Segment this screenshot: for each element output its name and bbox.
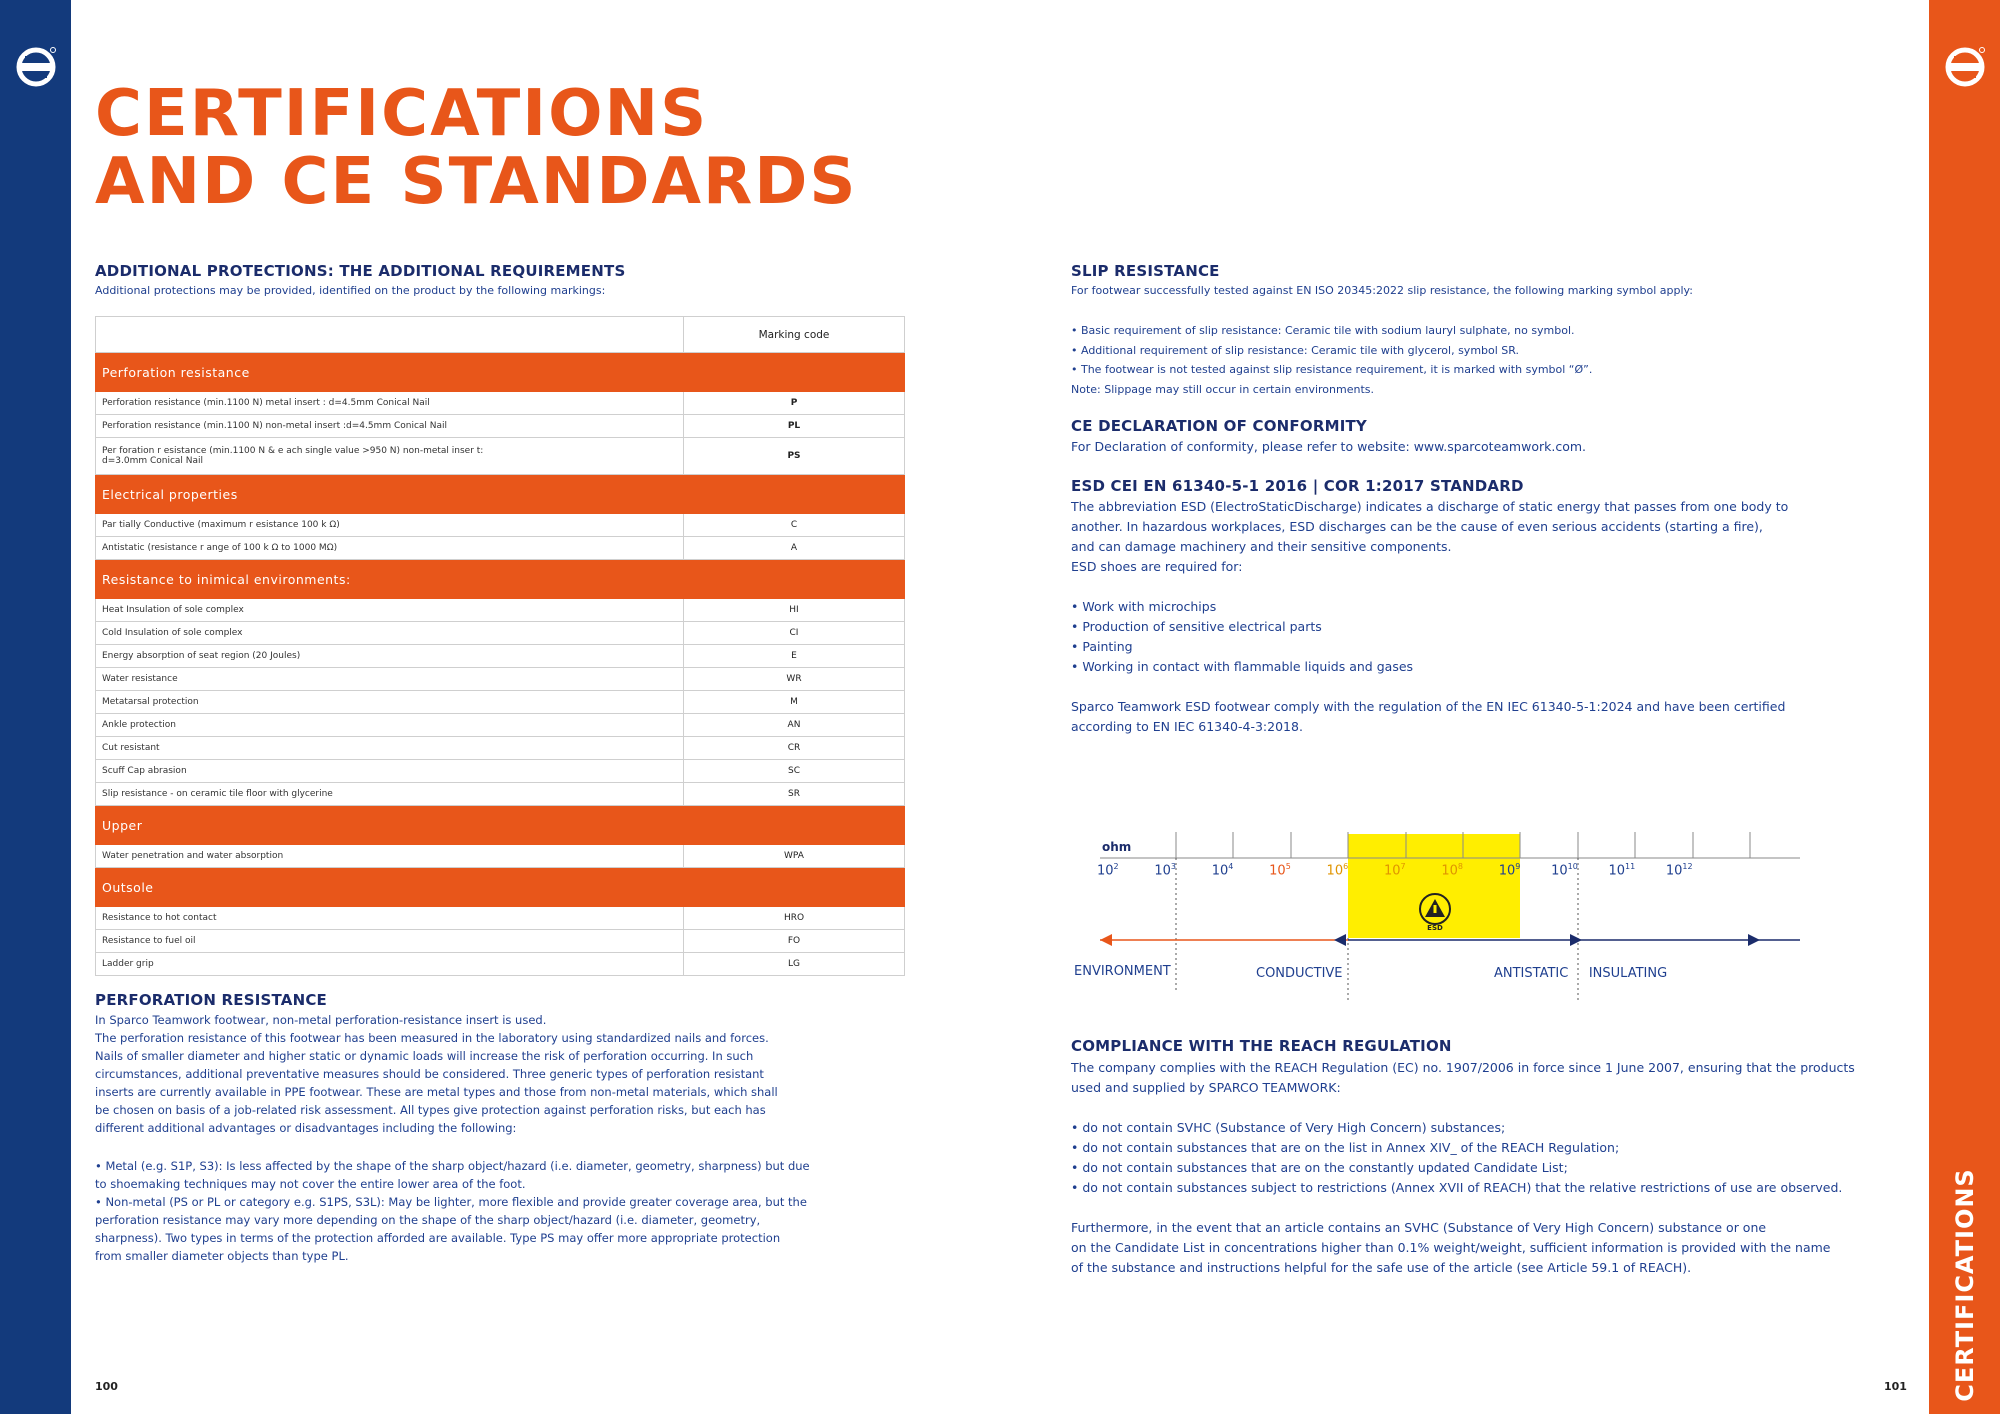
- table-row: Slip resistance - on ceramic tile floor with glycerine SR: [96, 783, 905, 806]
- table-row: Energy absorption of seat region (20 Joules) E: [96, 645, 905, 668]
- esd-warning-icon: [1418, 892, 1452, 932]
- table-row: Cut resistant CR: [96, 737, 905, 760]
- scale-tick-label: $10^{12}$: [1665, 862, 1693, 879]
- marking-code-header: Marking code: [684, 317, 905, 353]
- ce-text: For Declaration of conformity, please refer to website: www.sparcoteamwork.com.: [1071, 439, 1587, 454]
- perforation-body: In Sparco Teamwork footwear, non-metal perforation-resistance insert is used. The perforation resistance of this footwear has been measured in the laboratory using standardized nails and forces. Nails of smaller diameter and higher static or dynamic loads will increase the risk of perforation occurring. In such circumstances, additional preventative measures should be considered. Three generic types of perforation resistant inserts are currently available in PPE footwear. These are metal types and those from non-metal materials, which shall be chosen on basis of a job-related risk assessment. All types give protection against perforation risks, but each has different additional advantages or disadvantages including the following: • Metal (e.g. S1P, S3): Is less affected by the shape of the sharp object/hazard (i.e. diameter, geometry, sharpness) but due to shoemaking techniques may not cover the entire lower area of the foot. • Non-metal (PS or PL or category e.g. S1PS, S3L): May be lighter, more flexible and provide greater coverage area, but the perforation resistance may vary more depending on the shape of the sharp object/hazard (i.e. diameter, geometry, sharpness). Two types in terms of the protection afforded are available. Type PS may offer more appropriate protection from smaller diameter objects than type PL.: [95, 1013, 810, 1263]
- table-row: Par tially Conductive (maximum r esistance 100 k Ω) C: [96, 514, 905, 537]
- zone-conductive: CONDUCTIVE: [1256, 966, 1343, 981]
- esd-heading: ESD CEI EN 61340-5-1 2016 | COR 1:2017 STANDARD: [1071, 477, 1524, 495]
- scale-tick-label: $10^9$: [1498, 862, 1521, 879]
- table-row: Perforation resistance (min.1100 N) metal insert : d=4.5mm Conical Nail P: [96, 392, 905, 415]
- additional-intro: Additional protections may be provided, identified on the product by the following markings:: [95, 284, 606, 297]
- slip-intro: For footwear successfully tested against EN ISO 20345:2022 slip resistance, the following marking symbol apply:: [1071, 284, 1693, 297]
- sparco-logo-icon: [1945, 44, 1985, 90]
- scale-tick-label: $10^8$: [1441, 862, 1463, 879]
- table-row: Heat Insulation of sole complex HI: [96, 599, 905, 622]
- ce-heading: CE DECLARATION OF CONFORMITY: [1071, 417, 1367, 435]
- table-row: Scuff Cap abrasion SC: [96, 760, 905, 783]
- scale-tick-label: $10^{10}$: [1551, 862, 1578, 879]
- svg-text:ESD: ESD: [1427, 924, 1443, 932]
- table-row: Antistatic (resistance r ange of 100 k Ω to 1000 MΩ) A: [96, 537, 905, 560]
- table-row: Ladder grip LG: [96, 953, 905, 976]
- page-number-left: 100: [95, 1380, 118, 1393]
- table-row: Ankle protection AN: [96, 714, 905, 737]
- esd-resistance-scale: [1060, 820, 1820, 1000]
- side-section-label: CERTIFICATIONS: [1950, 1168, 1979, 1402]
- table-row: Resistance to fuel oil FO: [96, 930, 905, 953]
- reach-heading: COMPLIANCE WITH THE REACH REGULATION: [1071, 1037, 1452, 1055]
- table-row: Cold Insulation of sole complex CI: [96, 622, 905, 645]
- scale-tick-label: $10^{11}$: [1608, 862, 1636, 879]
- additional-heading: ADDITIONAL PROTECTIONS: THE ADDITIONAL REQUIREMENTS: [95, 262, 626, 280]
- table-row: Per foration r esistance (min.1100 N & e ach single value >950 N) non-metal inser t: d=3.0mm Conical Nail PS: [96, 438, 905, 475]
- reach-body: The company complies with the REACH Regulation (EC) no. 1907/2006 in force since 1 June 2007, ensuring that the products used and supplied by SPARCO TEAMWORK: • do not contain SVHC (Substance of Very High Concern) substances; • do not contain substances that are on the list in Annex XIV_ of the REACH Regulation; • do not contain substances that are on the constantly updated Candidate List; • do not contain substances subject to restrictions (Annex XVII of REACH) that the relative restrictions of use are observed. Furthermore, in the event that an article contains an SVHC (Substance of Very High Concern) substance or one on the Candidate List in concentrations higher than 0.1% weight/weight, sufficient information is provided with the name of the substance and instructions helpful for the safe use of the article (see Article 59.1 of REACH).: [1071, 1060, 1855, 1275]
- scale-tick-label: $10^6$: [1326, 862, 1349, 879]
- category-row: Resistance to inimical environments:: [96, 560, 905, 599]
- perforation-heading: PERFORATION RESISTANCE: [95, 991, 327, 1009]
- scale-tick-label: $10^7$: [1383, 862, 1406, 879]
- category-row: Upper: [96, 806, 905, 845]
- slip-heading: SLIP RESISTANCE: [1071, 262, 1220, 280]
- sparco-logo-icon: [16, 44, 56, 90]
- table-header-row: [96, 317, 905, 353]
- category-row: Electrical properties: [96, 475, 905, 514]
- category-row: Outsole: [96, 868, 905, 907]
- page-number-right: 101: [1884, 1380, 1907, 1393]
- left-blue-sidebar: [0, 0, 71, 1414]
- marking-code-table: [95, 316, 905, 976]
- table-row: Resistance to hot contact HRO: [96, 907, 905, 930]
- zone-insulating: INSULATING: [1588, 966, 1668, 981]
- scale-tick-label: $10^3$: [1154, 862, 1176, 879]
- table-row: Metatarsal protection M: [96, 691, 905, 714]
- zone-antistatic: ANTISTATIC: [1494, 966, 1569, 981]
- esd-body: The abbreviation ESD (ElectroStaticDischarge) indicates a discharge of static energy that passes from one body to another. In hazardous workplaces, ESD discharges can be the cause of even serious accidents (starting a fire), and can damage machinery and their sensitive components. ESD shoes are required for: • Work with microchips • Production of sensitive electrical parts • Painting • Working in contact with flammable liquids and gases Sparco Teamwork ESD footwear comply with the regulation of the EN IEC 61340-5-1:2024 and have been certified according to EN IEC 61340-4-3:2018.: [1071, 499, 1789, 734]
- slip-list: • Basic requirement of slip resistance: Ceramic tile with sodium lauryl sulphate, no symbol. • Additional requirement of slip resistance: Ceramic tile with glycerol, symbol SR. • The footwear is not tested against slip resistance requirement, it is marked with symbol “Ø”. Note: Slippage may still occur in certain environments.: [1071, 324, 1593, 396]
- scale-tick-label: $10^2$: [1096, 862, 1119, 879]
- scale-tick-label: $10^5$: [1269, 862, 1291, 879]
- table-row: Perforation resistance (min.1100 N) non-metal insert :d=4.5mm Conical Nail PL: [96, 415, 905, 438]
- scale-tick-label: $10^4$: [1211, 862, 1234, 879]
- table-row: Water penetration and water absorption WPA: [96, 845, 905, 868]
- table-row: Water resistance WR: [96, 668, 905, 691]
- page-title: CERTIFICATIONS AND CE STANDARDS: [95, 77, 858, 219]
- category-row: Perforation resistance: [96, 353, 905, 392]
- scale-unit: ohm: [1102, 840, 1132, 854]
- zone-environment: ENVIRONMENT: [1074, 964, 1171, 979]
